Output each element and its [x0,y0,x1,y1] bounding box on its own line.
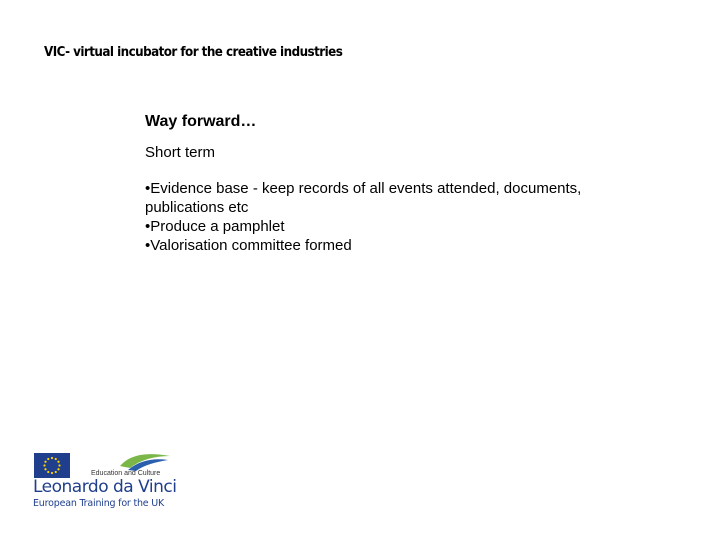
eu-flag-icon [34,453,70,478]
bullet-item: •Evidence base - keep records of all events attended, documents, [145,180,582,197]
slide-header: VIC- virtual incubator for the creative industries [44,45,343,60]
education-culture-caption: Education and Culture [91,470,161,477]
swoosh-icon [118,450,172,472]
leonardo-logo [33,450,177,512]
slide-content [145,113,645,255]
leonardo-tagline: European Training for the UK [33,498,165,509]
bullet-item: •Produce a pamphlet [145,218,285,235]
bullet-list [145,179,645,255]
slide-title: Way forward… [145,113,257,130]
leonardo-name: Leonardo da Vinci [33,477,177,497]
slide-subtitle: Short term [145,144,216,161]
bullet-item: •Valorisation committee formed [145,237,352,254]
bullet-item-continuation: publications etc [145,199,249,216]
